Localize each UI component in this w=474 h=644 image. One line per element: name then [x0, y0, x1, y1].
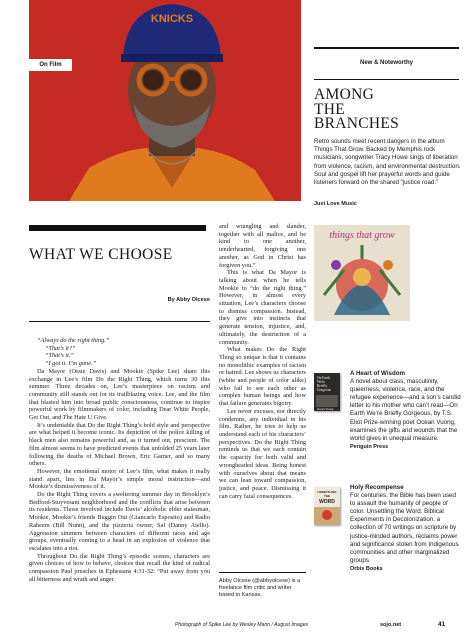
book1-cover-line: Briefly	[317, 384, 328, 388]
article-paragraph: It’s undeniable that Do the Right Thing’s bold style and perspective are what helped it become iconic. Its depiction of the police killing of black men also remains powerful and, as it turned out, prescient. The film almost seems to have predicted events that unfolded 25 years later following the deaths of Michael Brown, Eric Garner, and so many others.	[29, 421, 210, 468]
page-number: 41	[438, 621, 446, 628]
book1-cover-line: We're	[317, 380, 326, 384]
book-publisher: Penguin Press	[350, 443, 389, 450]
dialogue-quote: “I got it. I’m gone.”	[45, 360, 97, 368]
article-paragraph: However, the emotional motor of Lee’s film, what makes it really stand apart, lies in Da Mayor’s simple moral instruction—and Mookie’s dismissiveness of it.	[29, 467, 210, 491]
dialogue-quote: “That’s it.”	[45, 352, 74, 360]
book1-cover-line: Gorgeous	[317, 388, 331, 392]
author-bio: Abby Olcese (@abbyolcese) is a freelance film critic and writer based in Kansas.	[219, 578, 301, 599]
book2-cover-line: UNSETTLING	[317, 490, 337, 494]
book-cover-on-earth	[314, 373, 340, 411]
article-paragraph: Da Mayor (Ossie Davis) and Mookie (Spike Lee) share this exchange in Lee’s film Do the Right Thing, which turns 30 this summer. Three decades on, Lee’s masterpiece on racism and community still stands out for its trailblazing voice. Lee, and the film that blasted him into broad public consciousness, continue to inspire powerful work by filmmakers of color, including Dear White People, Get Out, and The Hate U Give.	[29, 367, 210, 422]
sidebar-title	[314, 88, 464, 132]
book-title: A Heart of Wisdom	[350, 370, 406, 377]
new-noteworthy-header	[314, 47, 459, 80]
album-label: Just Love Music	[314, 201, 357, 207]
sidebar-title-line: AMONG	[314, 86, 375, 103]
photo-credit: Photograph of Spike Lee by Wesley Mann / August Images	[175, 622, 309, 628]
article-paragraph: Throughout Do the Right Thing’s episodic scenes, characters are given choices of how to behave, choices that recall the kind of radical compassion Paul preaches in Ephesians 4:31-32: “Put away from you all bitterness and wrath and anger	[29, 552, 210, 583]
album-cover-image	[314, 225, 410, 321]
book-description: A novel about class, masculinity, queerness, violence, race, and the refugee experience—and a son’s candid letter to his mother who can’t read—On Earth We’re Briefly Gorgeous, by T.S. Eliot Prize-winning poet Ocean Vuong, examines the gifts and wounds that the world gives in unequal measure.	[350, 378, 461, 442]
article-byline: By Abby Olcese	[167, 297, 210, 303]
article-body-middle-column	[219, 223, 306, 500]
article-title: WHAT WE CHOOSE	[29, 246, 173, 263]
dialogue-quote: “Always do the right thing.”	[37, 337, 110, 344]
site-url[interactable]: sojo.net	[380, 622, 402, 628]
book1-cover-line: On Earth	[317, 376, 331, 380]
book-publisher: Orbis Books	[350, 565, 383, 572]
article-body-left-column	[29, 337, 210, 584]
article-paragraph: This is what Da Mayor is talking about when he tells Mookie to “do the right thing.” However, in almost every situation, Lee’s characters choose to dismiss compassion. Instead, they give into instincts that generate tension, injustice, and, ultimately, the destruction of a community.	[219, 269, 306, 346]
article-paragraph: Lee never excuses, nor directly condemns, any individual in his film. Rather, he tries to help us understand each of his characters’ perspectives. Do the Right Thing reminds us that we each contain the capacity for both valid and wrongheaded ideas. Being honest with ourselves about that means we can lean toward compassion, justice, and peace. Dismissing it can carry fatal consequences.	[219, 407, 306, 500]
article-paragraph: and wrangling and slander, together with all malice, and be kind to one another, tenderhearted, forgiving one another, as God in Christ has forgiven you.”	[219, 223, 306, 269]
section-label-on-film: On Film	[29, 59, 72, 71]
bio-rule	[219, 572, 306, 573]
sidebar-title-line: THE	[314, 100, 346, 118]
section-label-new-noteworthy: New & Noteworthy	[359, 60, 413, 66]
book2-cover-line: WORD	[319, 499, 335, 505]
album-cover-title: things that grow	[329, 230, 395, 241]
sidebar-title-line: BRANCHES	[314, 115, 400, 132]
album-review-text: Retro sounds meet recent dangers in the album Things That Grow. Backed by Memphis rock musicians, songwriter Tracy Howe sings of liberation from violence, racism, and environmental destruction. Soul and gospel lift her prayerful words and guide listeners forward on the shared “justice road.”	[314, 138, 461, 187]
book-review-heart-of-wisdom	[350, 370, 462, 451]
book2-cover-line: THE	[324, 494, 330, 498]
dialogue-quote: “That’s it?”	[45, 344, 76, 352]
book-review-holy-recompense	[350, 484, 462, 573]
book-description: For centuries, the Bible has been used to assault the humanity of people of color. Unsettling the Word: Biblical Experiments in Decolonization, a collection of 70 writings on scripture by justice-minded authors, reclaims power and significance stolen from Indigenous communities and other marginalized groups.	[350, 492, 459, 564]
book-title: Holy Recompense	[350, 484, 404, 491]
title-bar-divider	[29, 225, 206, 231]
spike-lee-photo	[29, 0, 301, 201]
book1-cover-author: Ocean Vuong	[317, 407, 334, 411]
cap-logo-text: KNICKS	[150, 13, 194, 25]
article-paragraph: Do the Right Thing covers a sweltering summer day in Brooklyn’s Bedford-Stuyvesant neighborhood and the conflicts that arise between its residents. Those involved include Davis’ alcoholic elder statesman, Mookie, Mookie’s friends Buggin Out (Giancarlo Esposito) and Radio Raheem (Bill Nunn), and the pizzeria owner, Sal (Danny Aiello). Aggression simmers between characters of different races and age groups, eventually coming to a head in an explosion of violence that escalates into a riot.	[29, 491, 210, 552]
book-cover-unsettling-the-word	[314, 487, 340, 525]
article-paragraph: What makes Do the Right Thing so unique is that it contains no monolithic examples of racism or hatred. Lee shows us characters (white and people of color alike) who fail to see each other as complex human beings and how that failure generates bigotry.	[219, 346, 306, 408]
byline-rule	[29, 321, 210, 322]
